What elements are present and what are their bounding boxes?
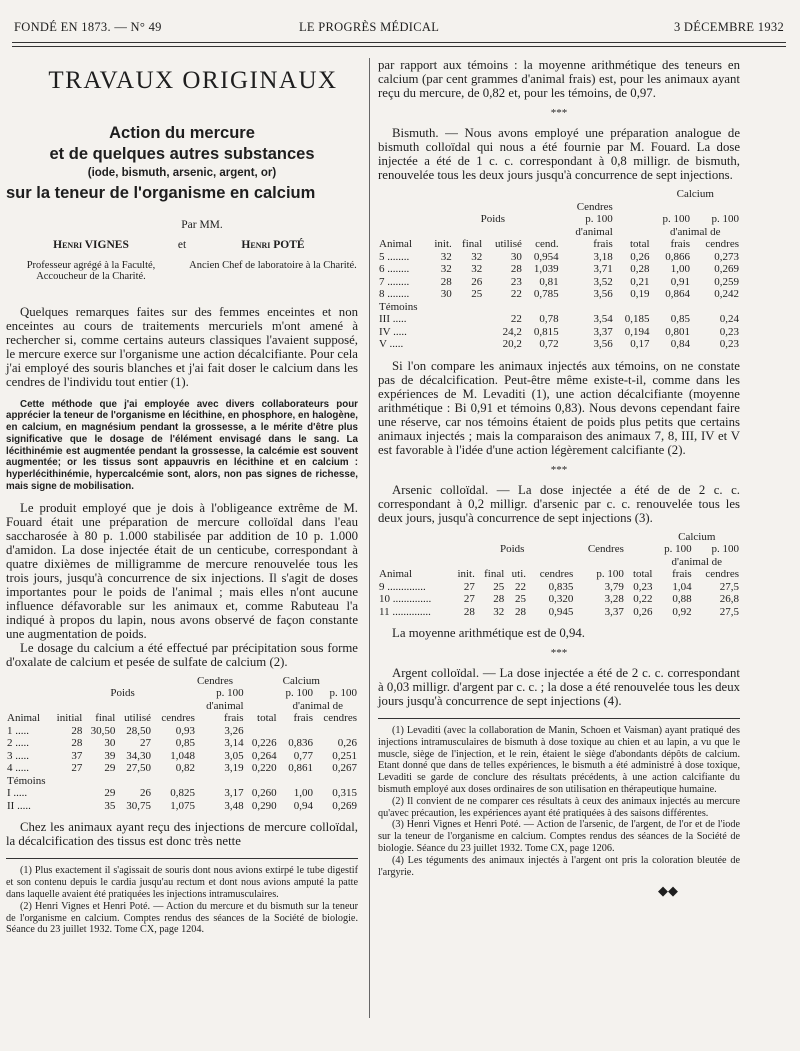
table-cell: 0,320 <box>548 593 574 605</box>
table-cell: 0,19 <box>630 288 650 300</box>
table-cell: 28 <box>463 605 475 618</box>
table-cell: 30 <box>510 250 522 263</box>
table-cell: 28 <box>510 263 522 275</box>
table-header-row <box>6 712 358 725</box>
table-cell: 32 <box>440 263 452 275</box>
paragraph-method: Cette méthode que j'ai employée avec divers collaborateurs pour apprécier la teneur de l'organisme en lécithine, en phosphore, en halogène, en calcium, en magnésium pendant la grossesse, a le mérite d'être plus significative que le dosage de l'élément envisagé dans le sang. La lécithinémie est augmentée pendant la grossesse, la calcémie est souvent augmentée; or les tissus sont appauvris en lécithine et en calcium : hyperlécithinémie, hypercalcémie sont, alors, non pas signes de richesse, mais signe de mobilisation. <box>6 398 358 493</box>
table-header: d'animal de <box>669 225 721 238</box>
table-cell: 0,17 <box>630 338 650 350</box>
table-row <box>6 737 358 750</box>
table-cell: 37 <box>71 749 83 762</box>
table-cell: 39 <box>104 749 116 762</box>
column-header: frais <box>593 238 613 250</box>
column-header: Animal <box>379 238 412 250</box>
table-cell: 5 ........ <box>379 250 410 263</box>
table-cell: 0,91 <box>670 275 691 288</box>
table-header: Calcium <box>678 530 716 543</box>
column-header: Animal <box>379 568 412 580</box>
footnote: (1) Levaditi (avec la collaboration de Manin, Schoen et Vaisman) ayant pratiqué des injections intramusculaires de bismuth à dose toxique au chien et au lapin, a vu que le muscle, siège de l'injection, et le rein, étaient le siège d'abondants dépôts de calcium. Etant donné que dans de telles expériences, le bismuth a été administré à dose toxique, Levaditi se garde de conclure des résultats précédents, à une action calcifiante du bismuth employé aux doses ordinaires de son utilisation en thérapeutique humaine. <box>378 725 740 795</box>
table-row <box>6 762 358 775</box>
table-cell: 0,78 <box>539 313 559 325</box>
table-cell: I ..... <box>7 787 28 800</box>
author-affiliation: Ancien Chef de laboratoire à la Charité. <box>189 259 357 271</box>
table-cell: 0,835 <box>548 580 574 593</box>
column-header: cendres <box>539 568 574 580</box>
table-header: p. 100 <box>585 213 613 225</box>
table-cell: 0,82 <box>175 762 195 775</box>
column-header: uti. <box>511 568 527 580</box>
column-divider <box>369 58 370 1018</box>
table-cell: 0,94 <box>293 799 314 812</box>
section-separator: *** <box>550 647 568 659</box>
table-cell: 27 <box>71 762 83 775</box>
table-cell: 27,5 <box>719 580 739 593</box>
table-cell: 3,71 <box>593 263 613 275</box>
table-cell: 23 <box>510 275 522 288</box>
table-header: Poids <box>480 213 506 225</box>
table-cell: 3 ..... <box>7 749 29 762</box>
table-cell: 0,23 <box>719 338 739 350</box>
table-cell: 27 <box>140 737 152 750</box>
table-cell <box>426 326 453 339</box>
table-cell: 0,85 <box>175 737 195 750</box>
table-header: p. 100 <box>329 687 357 700</box>
table-header: p. 100 <box>285 687 314 700</box>
table-cell: 3,37 <box>593 325 613 338</box>
table-cell: 25 <box>515 593 527 605</box>
table-cell: 1,039 <box>533 263 559 275</box>
table-cell: 3,48 <box>224 799 244 812</box>
header-date: 3 DÉCEMBRE 1932 <box>673 20 784 34</box>
table-cell: 28 <box>71 737 83 750</box>
table-cell: 34,30 <box>126 749 152 762</box>
table-cell <box>453 313 483 326</box>
section-separator: *** <box>550 463 568 476</box>
table-cell: 26,8 <box>719 593 739 605</box>
table-cell: 28 <box>440 275 452 288</box>
column-header: final <box>462 238 483 250</box>
table-cell: 0,220 <box>251 762 277 775</box>
table-row <box>378 593 740 606</box>
end-ornament: ◆◆ <box>658 883 678 899</box>
table-header-row <box>378 568 740 581</box>
table-cell: 0,945 <box>548 605 574 618</box>
table-cell: 25 <box>471 288 483 300</box>
table-cell: 27 <box>463 580 475 593</box>
table-cell: 0,26 <box>633 605 653 618</box>
paragraph: La moyenne arithmétique est de 0,94. <box>392 626 585 640</box>
table-cell: 25 <box>493 580 505 593</box>
table-cell: 10 .............. <box>379 593 432 605</box>
column-header: cendres <box>705 238 739 250</box>
column-header: final <box>484 568 505 580</box>
table-cell: 0,21 <box>630 275 650 288</box>
column-header: total <box>257 712 277 725</box>
table-cell: 3,56 <box>593 288 613 300</box>
header-rule-thin <box>12 46 786 47</box>
temoins-label: Témoins <box>7 774 46 787</box>
table-row <box>6 750 358 763</box>
table-header: p. 100 <box>664 543 692 555</box>
table-cell: 27,50 <box>126 762 152 775</box>
paragraph: Chez les animaux ayant reçu des injections de mercure colloïdal, la décalcification des tissus est donc très nette <box>6 820 358 849</box>
article-title-line1: Action du mercure <box>109 124 255 142</box>
column-header: cendres <box>705 568 739 580</box>
table-header: p. 100 <box>711 213 739 225</box>
table-header: d'animal <box>206 699 244 712</box>
table-body <box>378 251 740 301</box>
table-cell: 26 <box>471 275 483 288</box>
bismuth-table <box>378 188 740 351</box>
table-cell: 3,17 <box>224 787 244 800</box>
table-row <box>378 581 740 594</box>
table-cell: 22 <box>510 313 522 325</box>
column-header: init. <box>457 568 475 580</box>
author-affiliation: Professeur agrégé à la Faculté, Accoucheur de la Charité. <box>26 259 156 282</box>
table-cell: 0,26 <box>630 250 650 263</box>
paragraph-bismuth: Bismuth. — Nous avons employé une préparation analogue de bismuth colloïdal qui nous a été fournie par M. Fouard. La dose injectée a été de 1 c. c. correspondant à 0,8 milligr. de bismuth, renouvelée tous les deux jours jusqu'à concurrence de sept injections. <box>378 126 740 182</box>
table-cell: 0,264 <box>251 749 277 762</box>
author-vignes <box>6 240 176 283</box>
table-cell: 2 ..... <box>7 737 29 750</box>
table-cell: 0,92 <box>672 605 692 618</box>
table-header: Poids <box>499 543 525 555</box>
table-row <box>378 276 740 289</box>
table-cell: 0,88 <box>672 593 692 605</box>
table-cell: 7 ........ <box>379 275 410 288</box>
table-row <box>6 800 358 813</box>
left-column <box>6 58 358 936</box>
table-cell: 27 <box>463 593 475 605</box>
table-cell: 0,28 <box>630 263 650 275</box>
table-cell: 4 ..... <box>7 762 29 775</box>
table-row <box>378 288 740 301</box>
table-cell: III ..... <box>379 313 407 325</box>
table-cell: 20,2 <box>502 338 522 350</box>
column-header: initial <box>56 712 83 725</box>
table-cell <box>49 787 83 800</box>
paragraph: Le dosage du calcium a été effectué par précipitation sous forme d'oxalate de calcium et pesée de sulfate de calcium (2). <box>6 640 358 669</box>
table-header: d'animal <box>575 225 613 238</box>
table-cell: 32 <box>471 250 483 263</box>
header-founded: FONDÉ EN 1873. — N° 49 <box>14 20 162 34</box>
byline-par: Par MM. <box>181 219 223 231</box>
authors-block <box>6 240 358 283</box>
table-cell: V ..... <box>379 338 404 350</box>
column-header: frais <box>293 712 314 725</box>
table-body <box>6 725 358 775</box>
footnote-rule <box>6 858 358 859</box>
table-cell: 0,315 <box>332 787 357 800</box>
author-pote <box>188 240 358 283</box>
table-row <box>378 251 740 264</box>
table-cell: 32 <box>493 605 505 618</box>
table-cell: 3,56 <box>593 338 613 350</box>
section-separator: *** <box>550 107 568 119</box>
table-cell: 26 <box>140 787 152 800</box>
table-cell: 0,93 <box>175 724 195 737</box>
article-title-line3: (iode, bismuth, arsenic, argent, or) <box>87 167 277 179</box>
section-title: TRAVAUX ORIGINAUX <box>48 67 338 94</box>
author-name: Henri VIGNES <box>53 239 129 251</box>
table-cell: 0,259 <box>714 275 739 288</box>
table-cell: 0,273 <box>714 250 739 263</box>
paragraph-arsenic: Arsenic colloïdal. — La dose injectée a été de de 2 c. c. correspondant à 0,2 milligr. d'arsenic par c. c. renouvelée tous les deux jours, jusqu'à concurrence de sept injections (3). <box>378 482 740 525</box>
table-header: Calcium <box>282 674 320 687</box>
table-header: Cendres <box>587 543 624 555</box>
table-cell: 27,5 <box>719 605 739 618</box>
table-header: d'animal de <box>671 555 723 568</box>
column-header: final <box>95 712 116 725</box>
column-header: frais <box>224 712 244 725</box>
article-title-line4: sur la teneur de l'organisme en calcium <box>6 184 316 202</box>
table-cell: 29 <box>104 787 116 800</box>
author-conjunction: et <box>177 239 187 251</box>
table-cell <box>314 725 358 738</box>
table-cell: 0,836 <box>288 737 314 750</box>
table-cell: 0,72 <box>539 338 559 350</box>
table-cell: 22 <box>515 580 527 593</box>
table-cell: 3,05 <box>224 749 244 762</box>
table-cell <box>426 338 453 351</box>
footnote: (1) Plus exactement il s'agissait de souris dont nous avions extirpé le tube digestif et son contenu depuis le cardia jusqu'au rectum et dont nous avions amputé la patte dans laquelle avaient été pratiquées les injections intramusculaires. <box>6 865 358 900</box>
table-row <box>378 263 740 276</box>
table-cell: 30 <box>440 288 452 300</box>
table-cell: 1,00 <box>670 263 691 275</box>
footnote: (4) Les téguments des animaux injectés à l'argent ont pris la coloration bleutée de l'argyrie. <box>378 854 740 878</box>
table-cell: 3,28 <box>604 593 624 605</box>
column-header: frais <box>672 568 692 580</box>
table-cell: 32 <box>471 263 483 275</box>
table-cell: 0,269 <box>714 263 739 275</box>
paragraph: Si l'on compare les animaux injectés aux témoins, on ne constate pas de décalcification. Peut-être même existe-t-il, comme dans les expériences de M. Levaditi (1), une action décalcifiante (moyenne arithmétique : Bi 0,91 et témoins 0,83). Nous devons cependant faire une réserve, car nos témoins étaient de poids plus petits que certains animaux injectés ; mais la comparaison des animaux 7, 8, III, IV et V est favorable à l'idée d'une action légèrement calcifiante (2). <box>378 358 740 457</box>
table-body <box>378 313 740 351</box>
table-cell: 1,075 <box>170 799 195 812</box>
table-body <box>378 581 740 619</box>
table-header: p. 100 <box>662 213 691 225</box>
column-header: cendres <box>323 712 357 725</box>
table-cell: 0,185 <box>624 313 650 325</box>
column-header: cendres <box>161 712 195 725</box>
table-cell: 0,866 <box>665 250 691 263</box>
table-cell: 28 <box>515 605 527 618</box>
table-cell: 0,251 <box>332 749 357 762</box>
table-cell: IV ..... <box>379 325 407 338</box>
header-journal-title: LE PROGRÈS MÉDICAL <box>299 20 440 34</box>
table-row <box>378 326 740 339</box>
table-cell: 0,785 <box>533 288 559 300</box>
table-cell: 3,37 <box>604 605 624 618</box>
table-cell: 30 <box>104 737 116 750</box>
table-cell: 0,23 <box>719 325 739 338</box>
table-cell: 32 <box>440 250 452 263</box>
paragraph: Quelques remarques faites sur des femmes enceintes et non enceintes au cours de traitements mercuriels m'ont amené à rechercher si, comme certains auteurs classiques l'avaient supposé, le mercure exerce sur l'organisme une action décalcifiante. Pour cela j'ai employé des souris blanches et j'ai fait doser le calcium dans les cendres de l'individu tout entier (1). <box>6 304 358 389</box>
table-cell: 0,825 <box>170 787 195 800</box>
table-cell: 28,50 <box>126 724 152 737</box>
column-header: utilisé <box>495 238 522 250</box>
table-cell: 28 <box>71 724 83 737</box>
table-cell: 0,269 <box>332 799 357 812</box>
table-cell: 0,864 <box>665 288 691 300</box>
table-cell: 1,048 <box>170 749 195 762</box>
table-cell: 0,85 <box>670 313 691 325</box>
table-cell: 0,24 <box>719 313 739 325</box>
table-header: p. 100 <box>711 543 739 555</box>
table-cell <box>245 725 278 738</box>
article-title-line2: et de quelques autres substances <box>49 145 315 163</box>
table-cell: 3,18 <box>593 250 613 263</box>
table-header: Cendres <box>196 674 233 687</box>
header-rule <box>12 42 786 43</box>
column-header: frais <box>670 238 691 250</box>
table-cell: 35 <box>104 799 116 812</box>
table-cell: 11 .............. <box>379 605 431 618</box>
table-row <box>6 787 358 800</box>
table-cell: 3,26 <box>224 724 244 737</box>
table-cell: II ..... <box>7 799 31 812</box>
table-cell <box>453 338 483 351</box>
footnote-rule <box>378 718 740 719</box>
table-cell: 3,19 <box>224 762 244 775</box>
table-cell: 0,26 <box>337 737 357 750</box>
table-row <box>378 313 740 326</box>
table-cell: 3,79 <box>604 580 624 593</box>
column-header: init. <box>434 238 452 250</box>
paragraph: Le produit employé que je dois à l'obligeance extrême de M. Fouard était une préparation de mercure colloïdal dans l'eau saccharosée à 80 p. 1.000 stabilisée par addition de 10 p. 1.000 d'amidon. La dose injectée était de un centicube, correspondant à quatre dixièmes de milligramme de mercure renouvelée tous les trois jours, jusqu'à concurrence de six injections. Il s'agit de doses importantes pour le poids de l'animal ; mais elles n'ont aucune influence défavorable sur les animaux et, comme Rabuteau l'a indiqué à propos du lapin, nous avons observé de façon constante une augmentation de poids. <box>6 500 358 641</box>
table-cell: 1 ..... <box>7 724 29 737</box>
table-cell: 0,226 <box>251 737 277 750</box>
mercury-table <box>6 675 358 813</box>
column-header: total <box>632 568 653 580</box>
table-header: Poids <box>110 687 135 700</box>
table-cell: 0,242 <box>714 288 739 300</box>
table-header: Calcium <box>676 188 714 200</box>
table-cell: 0,267 <box>332 762 357 775</box>
table-cell <box>49 800 83 813</box>
table-cell: 6 ........ <box>379 263 410 275</box>
table-cell: 9 .............. <box>379 580 426 593</box>
table-row <box>378 338 740 351</box>
temoins-label: Témoins <box>379 300 418 313</box>
table-cell <box>426 313 453 326</box>
table-cell: 0,815 <box>533 325 559 338</box>
right-column <box>378 58 740 898</box>
table-cell: 0,194 <box>624 325 650 338</box>
table-cell: 0,84 <box>670 338 691 350</box>
table-cell <box>278 725 314 738</box>
table-row <box>378 606 740 619</box>
column-header: cend. <box>535 238 559 250</box>
table-cell: 0,23 <box>633 580 653 593</box>
paragraph-argent: Argent colloïdal. — La dose injectée a été de 2 c. c. correspondant à 0,03 milligr. d'argent par c. c. ; la dose a été renouvelée tous les deux jours jusqu'à concurrence de sept injections (4). <box>378 666 740 708</box>
arsenic-table <box>378 531 740 619</box>
footnote: (2) Henri Vignes et Henri Poté. — Action du mercure et du bismuth sur la teneur de l'organisme en calcium. Comptes rendus des séances de la Société de biologie. Séance du 23 juillet 1932. Tome CX, page 1204. <box>6 900 358 936</box>
column-header: p. 100 <box>596 568 624 580</box>
column-header: utilisé <box>124 712 152 725</box>
table-header-row <box>378 238 740 251</box>
table-cell: 3,14 <box>224 737 244 750</box>
table-cell: 0,954 <box>533 250 559 263</box>
table-cell: 1,00 <box>293 787 314 800</box>
table-cell: 29 <box>104 762 116 775</box>
table-cell: 24,2 <box>502 325 522 338</box>
table-header: p. 100 <box>216 687 244 700</box>
table-cell: 30,75 <box>126 799 152 812</box>
table-cell: 3,52 <box>593 275 613 288</box>
table-cell: 0,290 <box>251 799 277 812</box>
author-name: Henri POTÉ <box>241 239 305 251</box>
table-cell: 28 <box>493 593 505 605</box>
column-header: Animal <box>7 712 40 725</box>
table-cell: 0,22 <box>633 593 653 605</box>
table-cell: 22 <box>510 288 522 300</box>
table-cell: 0,861 <box>288 762 314 775</box>
table-header: d'animal de <box>292 699 344 712</box>
table-cell: 8 ........ <box>379 288 410 300</box>
paragraph: par rapport aux témoins : la moyenne arithmétique des teneurs en calcium (par cent grammes d'animal frais) est, pour les animaux ayant reçu du mercure, de 0,82 et, pour les témoins, de 0,97. <box>378 58 740 100</box>
table-body <box>6 787 358 812</box>
table-header: Cendres <box>576 200 613 213</box>
table-cell: 0,260 <box>251 787 277 800</box>
column-header: total <box>629 238 650 250</box>
table-row <box>6 725 358 738</box>
table-cell <box>453 326 483 339</box>
table-cell: 30,50 <box>90 724 116 737</box>
table-cell: 0,801 <box>665 325 691 338</box>
table-cell: 3,54 <box>593 313 613 325</box>
running-header <box>14 20 784 42</box>
footnote: (2) Il convient de ne comparer ces résultats à ceux des animaux injectés au mercure qu'avec précaution, les expériences ayant été pratiquées à des saisons différentes. <box>378 795 740 819</box>
table-cell: 1,04 <box>672 580 692 593</box>
table-cell: 0,81 <box>539 275 559 288</box>
footnote: (3) Henri Vignes et Henri Poté. — Action de l'arsenic, de l'argent, de l'or et de l'iode sur la teneur de l'organisme en calcium. Comptes rendus des séances de la Société de biologie. Séance du 23 juillet 1932. Tome CX, page 1206. <box>378 819 740 854</box>
table-cell: 0,77 <box>293 749 314 762</box>
